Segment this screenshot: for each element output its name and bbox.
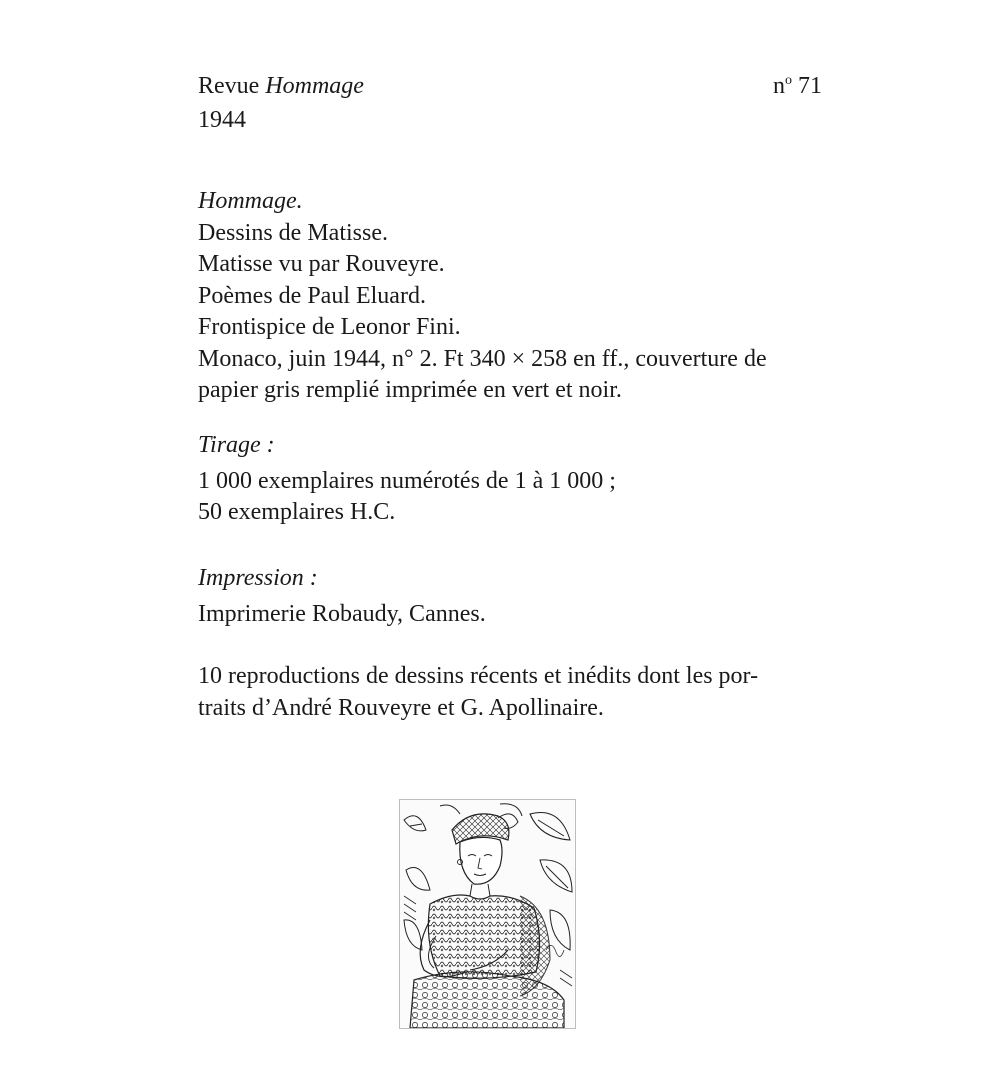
portrait-drawing-icon xyxy=(400,800,575,1028)
notes-block xyxy=(198,661,838,724)
description-block xyxy=(198,186,838,407)
matisse-drawing-illustration xyxy=(399,799,576,1029)
publication-year: 1944 xyxy=(198,107,246,133)
impression-text: Imprimerie Robaudy, Cannes. xyxy=(198,600,486,627)
description-line: Dessins de Matisse. xyxy=(198,219,388,246)
impression-block xyxy=(198,563,838,630)
description-details-2: papier gris remplié imprimée en vert et noir. xyxy=(198,377,622,403)
catalog-number xyxy=(773,70,822,102)
description-details-1: Monaco, juin 1944, n° 2. Ft 340 × 258 en ff., couverture de xyxy=(198,345,767,372)
description-line: Poèmes de Paul Eluard. xyxy=(198,282,426,309)
title-prefix: Revue xyxy=(198,73,260,99)
tirage-block xyxy=(198,430,838,529)
description-line: Matisse vu par Rouveyre. xyxy=(198,251,445,277)
tirage-line: 1 000 exemplaires numérotés de 1 à 1 000 ; xyxy=(198,467,616,494)
tirage-label: Tirage : xyxy=(198,432,275,458)
notes-line-2: traits d’André Rouveyre et G. Apollinaire. xyxy=(198,694,604,721)
number-prefix: n xyxy=(773,73,785,99)
number-value: 71 xyxy=(792,73,822,99)
number-sup: o xyxy=(785,73,792,88)
tirage-line: 50 exemplaires H.C. xyxy=(198,499,396,525)
description-title: Hommage. xyxy=(198,188,303,214)
impression-label: Impression : xyxy=(198,565,318,591)
title-italic: Hommage xyxy=(265,73,364,99)
description-line: Frontispice de Leonor Fini. xyxy=(198,314,461,340)
publication-title xyxy=(198,70,364,102)
notes-line-1: 10 reproductions de dessins récents et inédits dont les por- xyxy=(198,663,759,689)
